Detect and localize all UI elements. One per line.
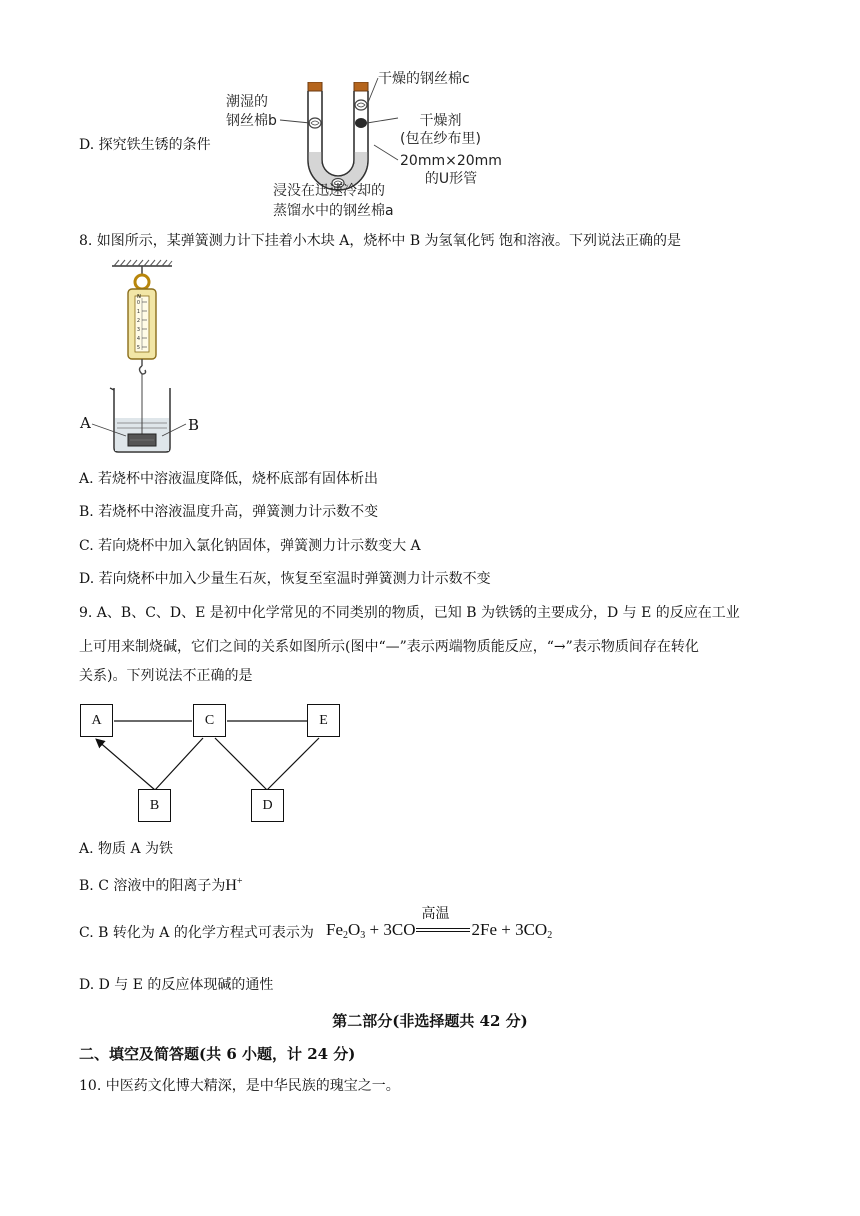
ion-charge: + bbox=[236, 876, 243, 887]
part2-title: 第二部分(非选择题共 42 分) bbox=[332, 1012, 528, 1030]
label-wet-wool-2: 钢丝棉b bbox=[226, 113, 277, 129]
gauge-mark-4: 4 bbox=[136, 336, 140, 342]
q9-option-a: A. 物质 A 为铁 bbox=[79, 841, 174, 857]
node-e: E bbox=[307, 704, 340, 737]
beaker-leader-lines bbox=[90, 418, 200, 442]
hydrogen-ion bbox=[225, 877, 242, 894]
label-a: A bbox=[80, 414, 91, 432]
node-a: A bbox=[80, 704, 113, 737]
node-c: C bbox=[193, 704, 226, 737]
label-wet-wool-1: 潮湿的 bbox=[226, 94, 268, 110]
gauge-mark-0: 0 bbox=[136, 300, 140, 306]
q9-option-c-text: C. B 转化为 A 的化学方程式可表示为 bbox=[79, 925, 314, 941]
gauge-unit: N bbox=[137, 294, 141, 300]
chemical-equation: $Fe_2O_3 + 3CO$ 高温 $2Fe + 3CO_2$ bbox=[326, 920, 552, 941]
label-tube-size-2: 的U形管 bbox=[424, 171, 478, 187]
q7-option-d: D. 探究铁生锈的条件 bbox=[79, 137, 211, 153]
q8-option-d: D. 若向烧杯中加入少量生石灰，恢复至室温时弹簧测力计示数不变 bbox=[79, 571, 491, 587]
node-d: D bbox=[251, 789, 284, 822]
gauge-mark-2: 2 bbox=[136, 318, 140, 324]
q9-stem-line-2: 上可用来制烧碱，它们之间的关系如图所示(图中“—”表示两端物质能反应，“→”表示物质间存在转化 bbox=[79, 639, 699, 655]
q8-stem: 8. 如图所示，某弹簧测力计下挂着小木块 A，烧杯中 B 为氢氧化钙 饱和溶液。下列说法正确的是 bbox=[79, 233, 682, 249]
q9-option-b-text: B. C 溶液中的阳离子为 bbox=[79, 878, 226, 894]
label-dry-wool: 干燥的钢丝棉c bbox=[378, 71, 470, 87]
label-tube-size-1: 20mm×20mm bbox=[400, 153, 502, 169]
q9-option-d: D. D 与 E 的反应体现碱的通性 bbox=[79, 977, 274, 993]
reaction-condition bbox=[415, 906, 471, 940]
q9-stem-line-1: 9. A、B、C、D、E 是初中化学常见的不同类别的物质，已知 B 为铁锈的主要成分，D 与 E 的反应在工业 bbox=[79, 605, 740, 621]
q10-stem: 10. 中医药文化博大精深，是中华民族的瑰宝之一。 bbox=[79, 1078, 400, 1094]
q8-option-b: B. 若烧杯中溶液温度升高，弹簧测力计示数不变 bbox=[79, 504, 379, 520]
label-submerged-2: 蒸馏水中的钢丝棉a bbox=[273, 203, 394, 219]
hydrogen-symbol: H bbox=[225, 877, 237, 894]
q9-option-c bbox=[79, 924, 314, 942]
gauge-mark-1: 1 bbox=[136, 309, 140, 315]
section2-title: 二、填空及简答题(共 6 小题，计 24 分) bbox=[79, 1045, 356, 1063]
label-b: B bbox=[188, 416, 200, 434]
q9-option-b bbox=[79, 873, 243, 895]
label-desiccant-2: (包在纱布里) bbox=[400, 131, 481, 147]
gauge-mark-5: 5 bbox=[136, 345, 140, 351]
gauge-mark-3: 3 bbox=[136, 327, 140, 333]
q8-option-c: C. 若向烧杯中加入氯化钠固体，弹簧测力计示数变大 A bbox=[79, 538, 421, 554]
q9-stem-line-3: 关系)。下列说法不正确的是 bbox=[79, 668, 253, 684]
q8-option-a: A. 若烧杯中溶液温度降低，烧杯底部有固体析出 bbox=[79, 471, 379, 487]
label-desiccant-1: 干燥剂 bbox=[419, 113, 462, 129]
label-submerged-1: 浸没在迅速冷却的 bbox=[273, 183, 385, 199]
node-b: B bbox=[138, 789, 171, 822]
condition-text: 高温 bbox=[421, 906, 450, 923]
